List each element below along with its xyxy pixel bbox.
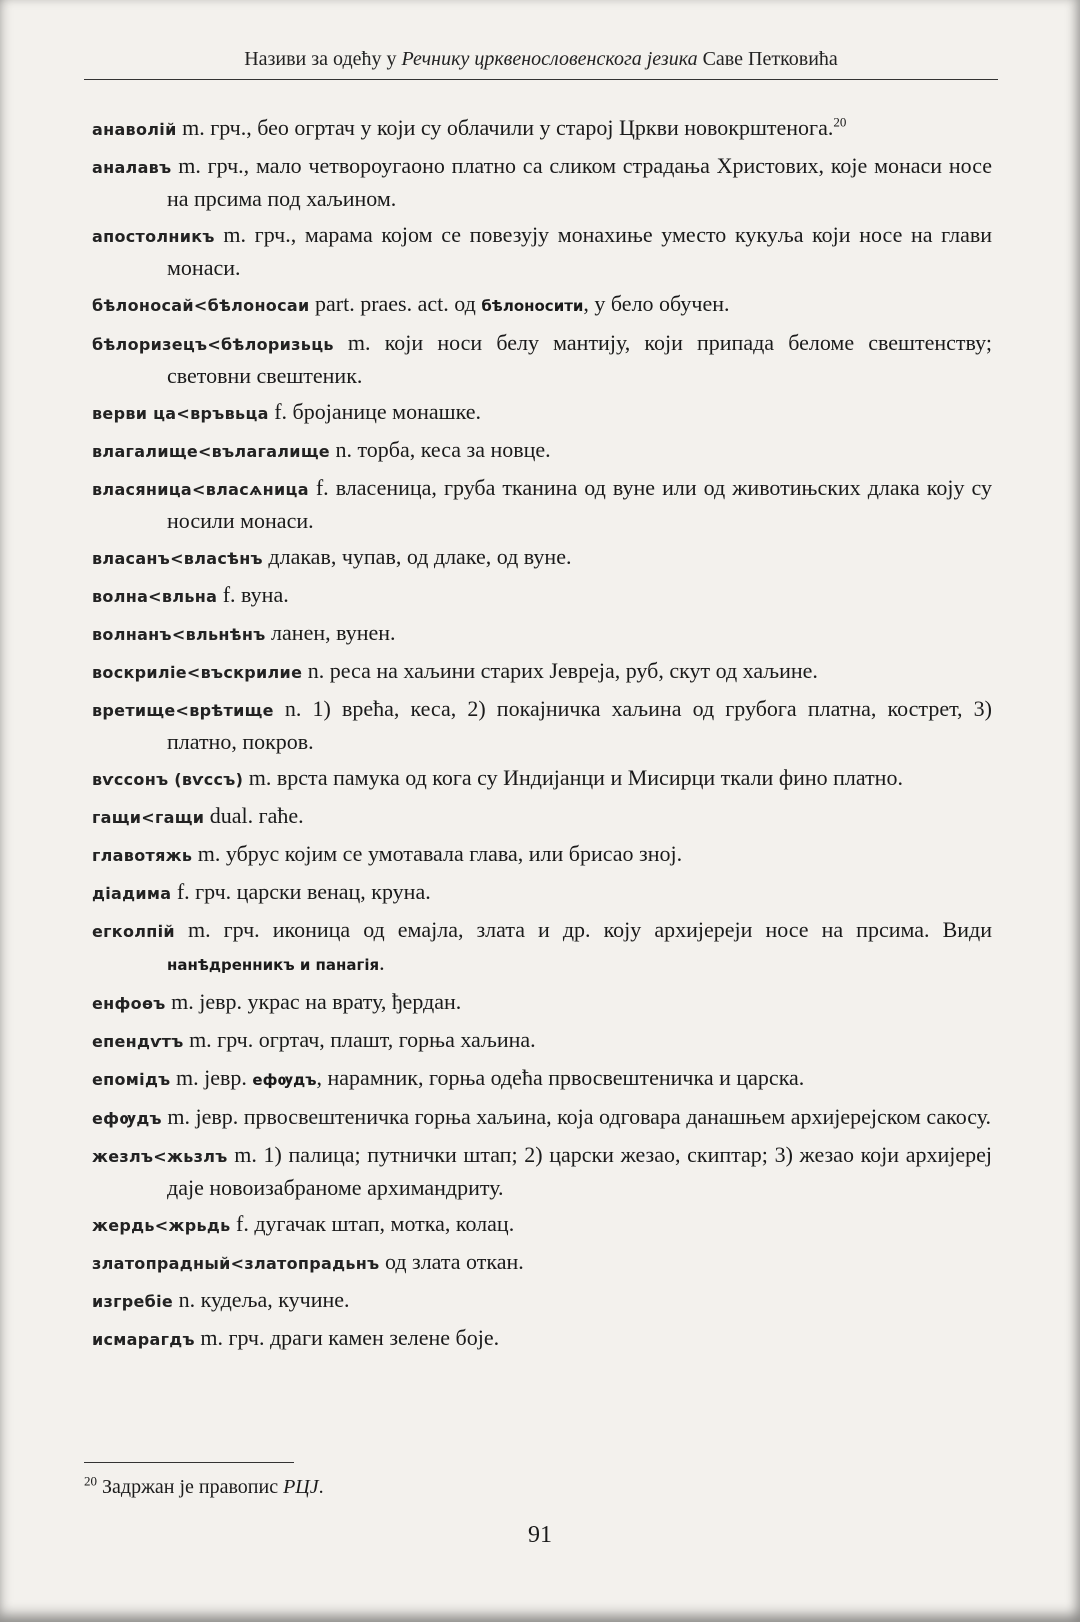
entry-definition: f. власеница, груба тканина од вуне или од животињских длака коју су носили монаси.: [167, 475, 992, 533]
entry-headword: діадима: [92, 884, 172, 903]
dictionary-entry: [92, 914, 992, 981]
dictionary-entry: [92, 655, 992, 688]
dictionary-entry: [92, 1139, 992, 1203]
dictionary-entry: [92, 472, 992, 536]
running-header: [86, 48, 996, 71]
dictionary-entries: [92, 112, 992, 1360]
dictionary-entry: [92, 1246, 992, 1279]
entry-definition: од злата откан.: [379, 1249, 524, 1274]
dictionary-entry: [92, 1101, 992, 1134]
entry-definition: n. 1) врећа, кеса, 2) покајничка хаљина од грубога платна, кострет, 3) платно, покров.: [167, 696, 992, 754]
entry-headword: бѣлоносай<бѣлоносаи: [92, 296, 310, 315]
entry-definition: f. дугачак штап, мотка, колац.: [230, 1211, 515, 1236]
entry-headword: волнанъ<вльнѣнъ: [92, 625, 266, 644]
entry-headword: вретище<врѣтище: [92, 701, 274, 720]
entry-definition: m. 1) палица; путнички штап; 2) царски жезао, скиптар; 3) жезао који архијереј даје новоизабраноме архимандриту.: [167, 1142, 992, 1200]
dictionary-entry: [92, 693, 992, 757]
entry-definition: ланен, вунен.: [265, 620, 396, 645]
footnote-marker: 20: [833, 114, 847, 130]
entry-headword: власанъ<власѣнъ: [92, 549, 263, 568]
footnote-abbr: РЦЈ: [283, 1476, 319, 1498]
entry-definition: m. убрус којим се умотавала глава, или брисао зној.: [192, 841, 683, 866]
dictionary-entry: [92, 1322, 992, 1355]
dictionary-entry: [92, 288, 992, 322]
header-rule: [84, 79, 998, 80]
entry-definition: part. praes. act. од: [309, 291, 482, 316]
entry-definition: dual. гаће.: [204, 803, 304, 828]
dictionary-entry: [92, 219, 992, 283]
entry-definition: m. јевр.: [170, 1065, 253, 1090]
entry-definition: m. грч., марама којом се повезују монахиње уместо кукуља који носе на глави монаси.: [167, 222, 992, 280]
entry-headword: жезлъ<жьзлъ: [92, 1147, 228, 1166]
entry-definition-cont: , нарамник, горња одећа првосвештеничка и царска.: [316, 1065, 805, 1090]
page-number: 91: [528, 1522, 552, 1548]
dictionary-entry: [92, 1284, 992, 1317]
entry-definition: n. реса на хаљини старих Јевреја, руб, скут од хаљине.: [302, 658, 818, 683]
dictionary-entry: [92, 1062, 992, 1096]
entry-definition-cont: .: [379, 950, 385, 975]
entry-headword: гащи<гащи: [92, 808, 205, 827]
entry-definition: m. грч. драги камен зелене боје.: [194, 1325, 500, 1350]
dictionary-entry: [92, 1024, 992, 1057]
dictionary-entry: [92, 838, 992, 871]
footnote: [84, 1473, 324, 1499]
entry-definition: f. грч. царски венац, круна.: [171, 879, 431, 904]
entry-headword: бѣлоризецъ<бѣлоризьць: [92, 335, 334, 354]
dictionary-entry: [92, 1208, 992, 1241]
entry-headword: вѵссонъ (вѵссъ): [92, 770, 244, 789]
entry-headword: епендѵтъ: [92, 1032, 184, 1051]
entry-definition: m. врста памука од кога су Индијанци и Мисирци ткали фино платно.: [243, 765, 903, 790]
entry-headword: изгребіе: [92, 1292, 174, 1311]
entry-definition: m. грч. иконица од емајла, злата и др. коју архијереји носе на прсима. Види: [174, 917, 992, 942]
entry-definition-cont: , у бело обучен.: [583, 291, 730, 316]
header-author: Саве Петковића: [697, 48, 838, 70]
entry-definition: длакав, чупав, од длаке, од вуне.: [262, 544, 572, 569]
header-title: Речнику црквенословенскога језика: [401, 48, 698, 70]
entry-headword: власяница<власѧница: [92, 480, 309, 499]
dictionary-entry: [92, 434, 992, 467]
entry-cross-reference: нанѣдренникъ и панагія: [167, 956, 380, 974]
entry-definition: n. кудеља, кучине.: [173, 1287, 350, 1312]
dictionary-entry: [92, 327, 992, 391]
entry-headword: енфоѳъ: [92, 994, 166, 1013]
entry-headword: влагалище<вълагалище: [92, 442, 330, 461]
entry-cross-reference: ефѹдъ: [252, 1071, 317, 1089]
entry-headword: аналавъ: [92, 158, 172, 177]
entry-headword: апостолникъ: [92, 227, 215, 246]
dictionary-entry: [92, 396, 992, 429]
entry-cross-reference: бѣлоносити: [481, 297, 584, 315]
entry-headword: егколпій: [92, 922, 175, 941]
dictionary-entry: [92, 579, 992, 612]
entry-definition: m. који носи белу мантију, који припада беломе свештенству; световни свештеник.: [167, 330, 992, 388]
entry-headword: волна<вльна: [92, 587, 218, 606]
entry-definition: m. грч. огртач, плашт, горња хаљина.: [183, 1027, 536, 1052]
entry-headword: жердь<жрьдь: [92, 1216, 231, 1235]
header-text: Називи за одећу у: [244, 48, 402, 70]
entry-headword: главотяжь: [92, 846, 193, 865]
footnote-number: 20: [84, 1473, 97, 1489]
entry-headword: анаволій: [92, 120, 177, 139]
dictionary-entry: [92, 876, 992, 909]
entry-headword: воскриліе<въскрилие: [92, 663, 303, 682]
entry-headword: златопрадный<златопрадьнъ: [92, 1254, 380, 1273]
entry-headword: верви ца<връвьца: [92, 404, 269, 423]
dictionary-entry: [92, 112, 992, 145]
dictionary-entry: [92, 150, 992, 214]
entry-headword: ефѹдъ: [92, 1109, 162, 1128]
footnote-text: Задржан је правопис: [97, 1476, 284, 1498]
entry-definition: f. вуна.: [217, 582, 289, 607]
entry-headword: епомідъ: [92, 1070, 171, 1089]
dictionary-entry: [92, 986, 992, 1019]
entry-definition: f. бројанице монашке.: [268, 399, 481, 424]
entry-definition: n. торба, кеса за новце.: [329, 437, 551, 462]
footnote-end: .: [318, 1476, 324, 1498]
dictionary-entry: [92, 541, 992, 574]
entry-definition: m. грч., мало четвороугаоно платно са сликом страдања Христових, које монаси носе на прсима под хаљином.: [167, 153, 992, 211]
dictionary-entry: [92, 800, 992, 833]
footnote-rule: [84, 1462, 294, 1463]
entry-definition: m. грч., бео огртач у који су облачили у старој Цркви новокрштенога.: [176, 115, 834, 140]
entry-definition: m. јевр. првосвештеничка горња хаљина, која одговара данашњем архијерејском сакосу.: [161, 1104, 992, 1129]
dictionary-entry: [92, 617, 992, 650]
entry-headword: исмарагдъ: [92, 1330, 195, 1349]
dictionary-entry: [92, 762, 992, 795]
entry-definition: m. јевр. украс на врату, ђердан.: [165, 989, 462, 1014]
